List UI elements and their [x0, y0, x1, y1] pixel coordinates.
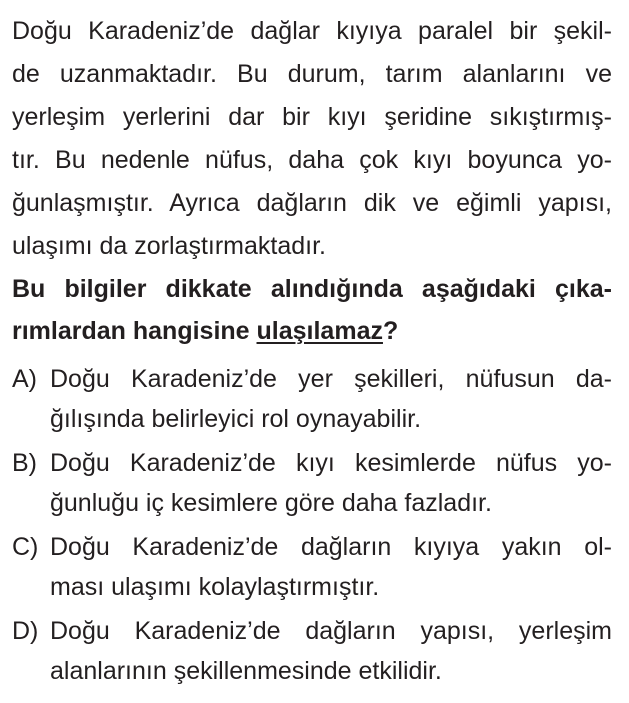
option-d-label: D)	[12, 617, 39, 645]
option-a-text-1: Doğu Karadeniz’de yer şekilleri, nüfusun da-	[50, 365, 612, 393]
question-line-2	[12, 316, 398, 346]
option-b-label: B)	[12, 449, 37, 477]
passage-line-2: de uzanmaktadır. Bu durum, tarım alanlarını ve	[12, 60, 612, 88]
question-line-2-prefix: rımlardan hangisine	[12, 317, 257, 345]
option-d-text-1: Doğu Karadeniz’de dağların yapısı, yerleşim	[50, 617, 612, 645]
passage-line-5: ğunlaşmıştır. Ayrıca dağların dik ve eğimli yapısı,	[12, 189, 612, 217]
option-c-text-2: ması ulaşımı kolaylaştırmıştır.	[50, 573, 380, 601]
question-line-1: Bu bilgiler dikkate alındığında aşağıdaki çıka-	[12, 275, 612, 303]
passage-line-1: Doğu Karadeniz’de dağlar kıyıya paralel bir şekil-	[12, 17, 612, 45]
option-a-label: A)	[12, 365, 37, 393]
option-b-text-2: ğunluğu iç kesimlere göre daha fazladır.	[50, 489, 492, 517]
passage-line-6: ulaşımı da zorlaştırmaktadır.	[12, 232, 327, 260]
question-mark: ?	[382, 317, 399, 345]
underlined-keyword: ulaşılamaz	[256, 317, 383, 345]
option-a-text-2: ğılışında belirleyici rol oynayabilir.	[50, 405, 422, 433]
option-b-text-1: Doğu Karadeniz’de kıyı kesimlerde nüfus yo-	[50, 449, 612, 477]
option-d-text-2: alanlarının şekillenmesinde etkilidir.	[50, 657, 442, 685]
passage-line-3: yerleşim yerlerini dar bir kıyı şeridine sıkıştırmış-	[12, 103, 612, 131]
option-c-text-1: Doğu Karadeniz’de dağların kıyıya yakın ol-	[50, 533, 612, 561]
passage-line-4: tır. Bu nedenle nüfus, daha çok kıyı boyunca yo-	[12, 146, 612, 174]
option-c-label: C)	[12, 533, 39, 561]
